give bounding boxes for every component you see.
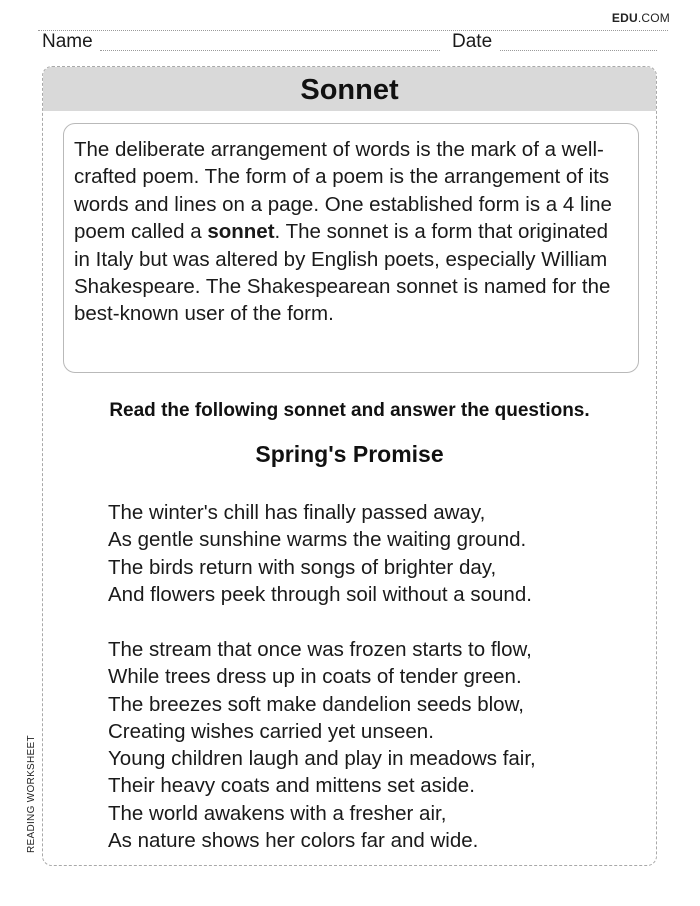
poem-line: The birds return with songs of brighter day,: [108, 555, 497, 579]
poem-line: The breezes soft make dandelion seeds blow,: [108, 692, 524, 716]
instruction-text: Read the following sonnet and answer the questions.: [109, 400, 590, 421]
worksheet-title: Sonnet: [300, 74, 399, 106]
date-field-line[interactable]: [500, 50, 657, 51]
poem-line: The world awakens with a fresher air,: [108, 801, 447, 825]
intro-text-after: . The sonnet is a form that originated in Italy but was altered by English poets, especially William Shakespeare. The Shakespearean sonnet is named for the best-known user of the form.: [74, 220, 611, 326]
poem-line: As nature shows her colors far and wide.: [108, 829, 479, 853]
intro-box: [63, 123, 639, 373]
poem-line: Young children laugh and play in meadows fair,: [108, 747, 536, 771]
name-label: Name: [42, 31, 93, 52]
poem-line: While trees dress up in coats of tender green.: [108, 665, 522, 689]
side-category-label: READING WORKSHEET: [26, 735, 37, 853]
poem-stanza-1: [108, 499, 648, 608]
poem-stanza-2: [108, 636, 648, 854]
brand-logo-suffix: .COM: [637, 11, 670, 25]
poem-title: Spring's Promise: [255, 441, 444, 467]
intro-text-before: The deliberate arrangement of words is the mark of a well-crafted poem. The form of a poem is the arrangement of its words and lines on a page. One established form is a 4 line poem called a: [74, 138, 612, 244]
poem-line: The winter's chill has finally passed away,: [108, 501, 486, 524]
intro-term: sonnet: [207, 220, 275, 244]
poem-line: Their heavy coats and mittens set aside.: [108, 774, 475, 798]
poem-line: The stream that once was frozen starts to flow,: [108, 638, 532, 661]
worksheet-frame: [42, 66, 657, 866]
name-field-line[interactable]: [100, 50, 440, 51]
poem-line: And flowers peek through soil without a sound.: [108, 582, 532, 606]
brand-logo-bold: EDU: [611, 11, 638, 25]
poem-line: As gentle sunshine warms the waiting ground.: [108, 528, 527, 552]
intro-paragraph: [74, 136, 628, 328]
brand-logo: [612, 11, 670, 25]
brand-divider: [38, 30, 668, 31]
poem-line: Creating wishes carried yet unseen.: [108, 719, 434, 743]
date-label: Date: [452, 31, 493, 52]
